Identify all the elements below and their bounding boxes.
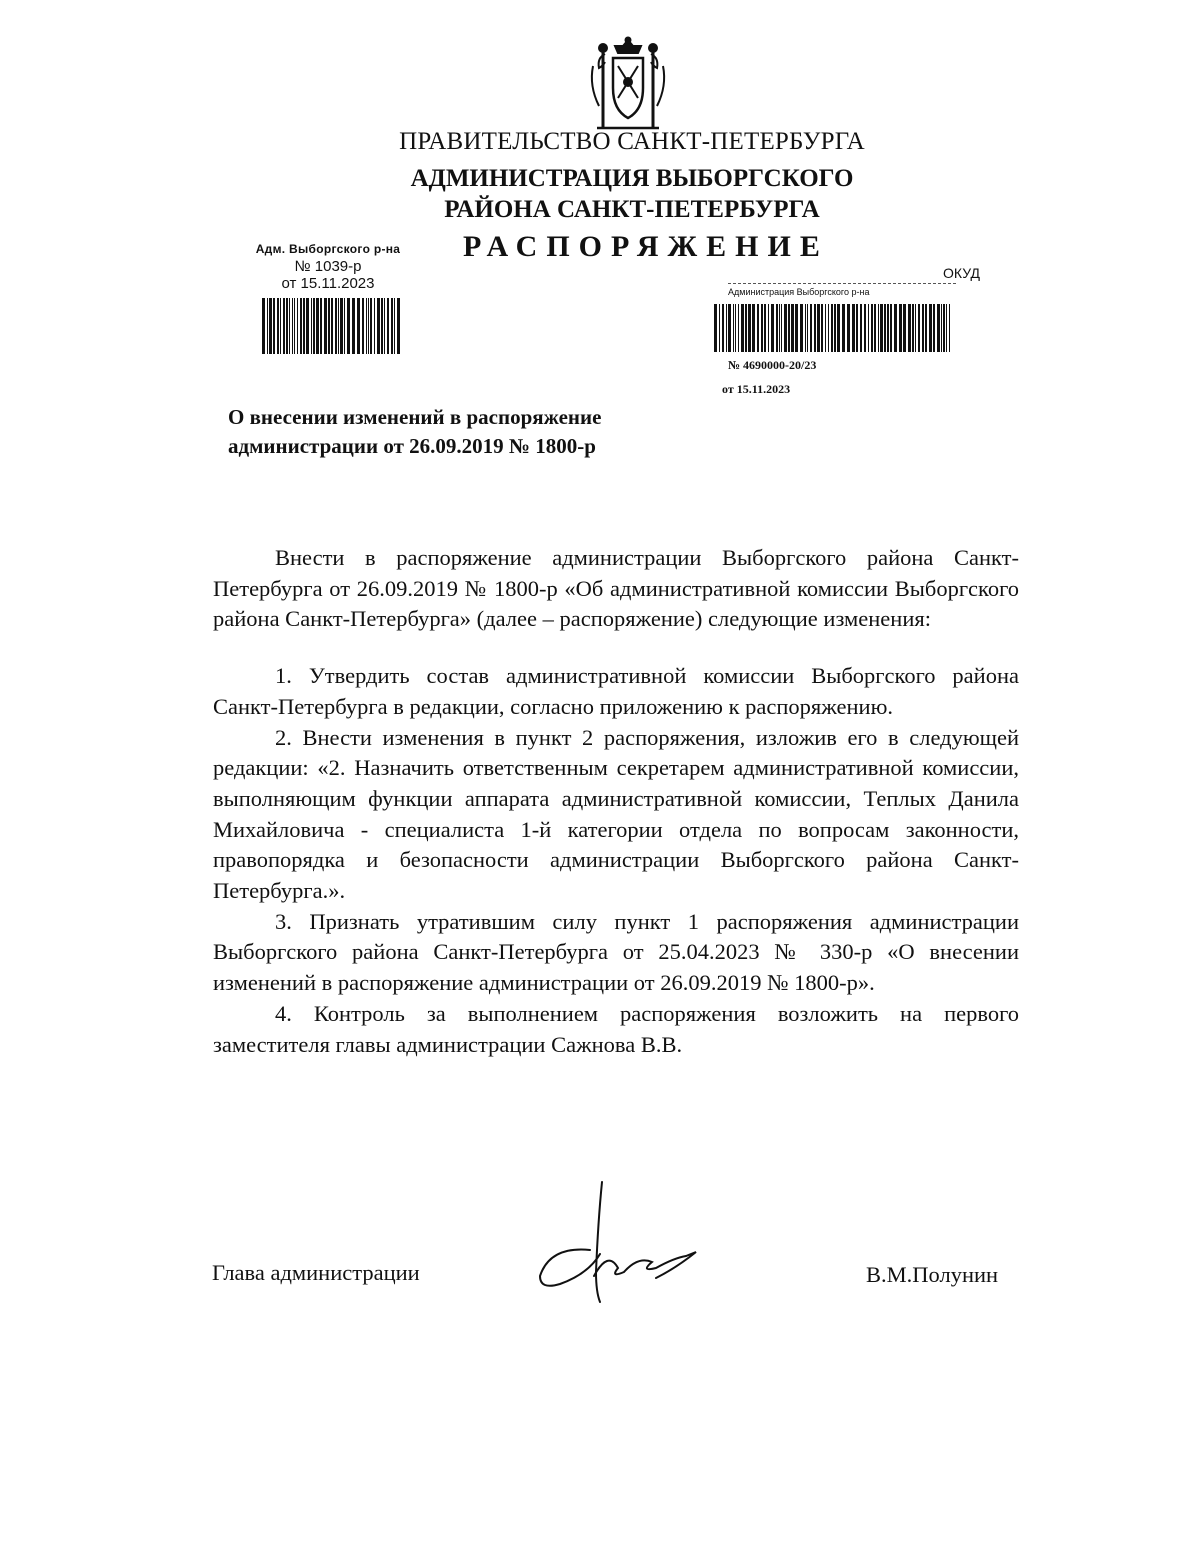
barcode-bar bbox=[817, 304, 820, 352]
barcode-bar bbox=[837, 304, 840, 352]
government-title: ПРАВИТЕЛЬСТВО САНКТ-ПЕТЕРБУРГА bbox=[399, 128, 865, 155]
barcode-bar bbox=[357, 298, 360, 354]
barcode-bar bbox=[320, 298, 322, 354]
barcode-bar bbox=[269, 298, 272, 354]
barcode-bar bbox=[344, 298, 345, 354]
barcode-bar bbox=[741, 304, 744, 352]
body-item-4: 4. Контроль за выполнением распоряжения возложить на первого заместителя главы администрации Сажнова В.В. bbox=[213, 1000, 1019, 1057]
administration-title-line1: АДМИНИСТРАЦИЯ ВЫБОРГСКОГО bbox=[410, 165, 854, 192]
barcode-bar bbox=[761, 304, 763, 352]
document-type-title: РАСПОРЯЖЕНИЕ bbox=[463, 230, 829, 263]
stamp-left-org: Адм. Выборгского р-на bbox=[255, 242, 401, 256]
barcode-bar bbox=[391, 298, 393, 354]
barcode-bar bbox=[719, 304, 720, 352]
barcode-bar bbox=[300, 298, 302, 354]
barcode-bar bbox=[324, 298, 327, 354]
barcode-bar bbox=[366, 298, 367, 354]
barcode-bar bbox=[722, 304, 724, 352]
barcode-bar bbox=[864, 304, 866, 352]
barcode-bar bbox=[280, 298, 281, 354]
barcode-bar bbox=[771, 304, 774, 352]
barcode-bar bbox=[733, 304, 734, 352]
barcode-bar bbox=[946, 304, 947, 352]
barcode-bar bbox=[289, 298, 290, 354]
barcode-bar bbox=[933, 304, 935, 352]
barcode-bar bbox=[387, 298, 389, 354]
barcode-left bbox=[262, 298, 402, 354]
body-item-2: 2. Внести изменения в пункт 2 распоряжения, изложив его в следующей редакции: «2. Назначить ответственным секретарем административной комиссии, выполняющим функции аппарата административной комиссии, Теплых Данила Михайловича - специалиста 1-й категории отдела по вопросам законности, правопорядка и безопасности администрации Выборгского района Санкт-Петербурга.». bbox=[213, 724, 1019, 904]
barcode-bar bbox=[791, 304, 794, 352]
barcode-bar bbox=[821, 304, 823, 352]
barcode-bar bbox=[292, 298, 293, 354]
barcode-bar bbox=[316, 298, 319, 354]
stamp-left-date: от 15.11.2023 bbox=[281, 275, 375, 292]
registration-stamp-left bbox=[236, 242, 420, 292]
barcode-bar bbox=[303, 298, 305, 354]
barcode-bar bbox=[283, 298, 285, 354]
barcode-bar bbox=[262, 298, 265, 354]
barcode-bar bbox=[297, 298, 298, 354]
subject-line2: администрации от 26.09.2019 № 1800-р bbox=[228, 434, 596, 458]
barcode-bar bbox=[922, 304, 924, 352]
barcode-bar bbox=[768, 304, 769, 352]
barcode-bar bbox=[847, 304, 850, 352]
barcode-bar bbox=[874, 304, 876, 352]
barcode-bar bbox=[757, 304, 759, 352]
barcode-bar bbox=[899, 304, 902, 352]
barcode-bar bbox=[267, 298, 268, 354]
barcode-bar bbox=[286, 298, 288, 354]
stamp-right-org: Администрация Выборгского р-на bbox=[728, 287, 870, 297]
barcode-bar bbox=[828, 304, 829, 352]
barcode-bar bbox=[878, 304, 879, 352]
barcode-bar bbox=[728, 304, 731, 352]
administration-title-line2: РАЙОНА САНКТ-ПЕТЕРБУРГА bbox=[444, 196, 820, 223]
barcode-bar bbox=[726, 304, 727, 352]
barcode-bar bbox=[374, 298, 375, 354]
barcode-bar bbox=[788, 304, 790, 352]
barcode-bar bbox=[738, 304, 739, 352]
barcode-bar bbox=[394, 298, 395, 354]
barcode-bar bbox=[880, 304, 883, 352]
signatory-name: В.М.Полунин bbox=[866, 1262, 999, 1287]
body-item-1: 1. Утвердить состав административной комиссии Выборгского района Санкт-Петербурга в редакции, согласно приложению к распоряжению. bbox=[213, 663, 1019, 719]
barcode-bar bbox=[362, 298, 364, 354]
barcode-bar bbox=[370, 298, 372, 354]
barcode-bar bbox=[347, 298, 350, 354]
barcode-bar bbox=[800, 304, 803, 352]
barcode-bar bbox=[894, 304, 897, 352]
barcode-bar bbox=[860, 304, 862, 352]
barcode-bar bbox=[912, 304, 914, 352]
barcode-bar bbox=[784, 304, 787, 352]
barcode-right bbox=[714, 304, 950, 352]
barcode-bar bbox=[795, 304, 798, 352]
barcode-bar bbox=[852, 304, 855, 352]
barcode-bar bbox=[735, 304, 736, 352]
barcode-bar bbox=[331, 298, 333, 354]
barcode-bar bbox=[937, 304, 940, 352]
barcode-bar bbox=[340, 298, 343, 354]
barcode-bar bbox=[842, 304, 845, 352]
subject-line1: О внесении изменений в распоряжение bbox=[228, 405, 602, 429]
barcode-bar bbox=[313, 298, 315, 354]
barcode-bar bbox=[311, 298, 312, 354]
barcode-bar bbox=[890, 304, 892, 352]
barcode-bar bbox=[352, 298, 355, 354]
barcode-bar bbox=[831, 304, 833, 352]
barcode-bar bbox=[294, 298, 295, 354]
barcode-bar bbox=[368, 298, 369, 354]
barcode-bar bbox=[805, 304, 806, 352]
signatory-position: Глава администрации bbox=[212, 1260, 420, 1285]
stamp-right-number: № 4690000-20/23 bbox=[728, 358, 817, 372]
body-item-3: 3. Признать утратившим силу пункт 1 распоряжения администрации Выборгского района Санкт-Петербурга от 25.04.2023 № 330-р «О внесении изменений в распоряжение администрации от 26.09.2019 № 1800-р». bbox=[213, 908, 1019, 996]
coat-of-arms-icon bbox=[583, 36, 673, 138]
barcode-bar bbox=[381, 298, 383, 354]
barcode-bar bbox=[807, 304, 808, 352]
barcode-bar bbox=[943, 304, 945, 352]
barcode-bar bbox=[776, 304, 778, 352]
barcode-bar bbox=[764, 304, 766, 352]
stamp-left-number: № 1039-р bbox=[294, 258, 362, 275]
barcode-bar bbox=[949, 304, 950, 352]
barcode-bar bbox=[779, 304, 780, 352]
barcode-bar bbox=[908, 304, 911, 352]
document-subject bbox=[228, 403, 788, 461]
barcode-bar bbox=[377, 298, 380, 354]
okud-label: ОКУД bbox=[943, 265, 980, 281]
barcode-bar bbox=[887, 304, 889, 352]
barcode-bar bbox=[273, 298, 275, 354]
barcode-bar bbox=[868, 304, 869, 352]
barcode-bar bbox=[884, 304, 886, 352]
barcode-bar bbox=[745, 304, 747, 352]
barcode-bar bbox=[397, 298, 400, 354]
barcode-bar bbox=[752, 304, 755, 352]
barcode-bar bbox=[306, 298, 309, 354]
barcode-bar bbox=[338, 298, 339, 354]
document-body bbox=[213, 543, 1019, 1060]
barcode-bar bbox=[748, 304, 751, 352]
barcode-bar bbox=[941, 304, 942, 352]
barcode-bar bbox=[714, 304, 717, 352]
barcode-bar bbox=[871, 304, 873, 352]
barcode-bar bbox=[834, 304, 836, 352]
barcode-bar bbox=[810, 304, 812, 352]
barcode-bar bbox=[384, 298, 385, 354]
stamp-right-date: от 15.11.2023 bbox=[722, 382, 791, 396]
barcode-bar bbox=[328, 298, 330, 354]
barcode-bar bbox=[915, 304, 916, 352]
barcode-bar bbox=[335, 298, 337, 354]
body-intro: Внести в распоряжение администрации Выборгского района Санкт-Петербурга от 26.09.2019 № 1800-р «Об административной комиссии Выборгского района Санкт-Петербурга» (далее – распоряжение) следующие изменения: bbox=[213, 545, 1019, 632]
barcode-bar bbox=[925, 304, 927, 352]
barcode-bar bbox=[903, 304, 906, 352]
barcode-bar bbox=[825, 304, 826, 352]
barcode-bar bbox=[918, 304, 920, 352]
handwritten-signature bbox=[530, 1180, 730, 1310]
barcode-bar bbox=[929, 304, 932, 352]
barcode-bar bbox=[856, 304, 858, 352]
barcode-bar bbox=[277, 298, 279, 354]
barcode-bar bbox=[781, 304, 782, 352]
okud-line bbox=[728, 283, 956, 284]
barcode-bar bbox=[814, 304, 816, 352]
